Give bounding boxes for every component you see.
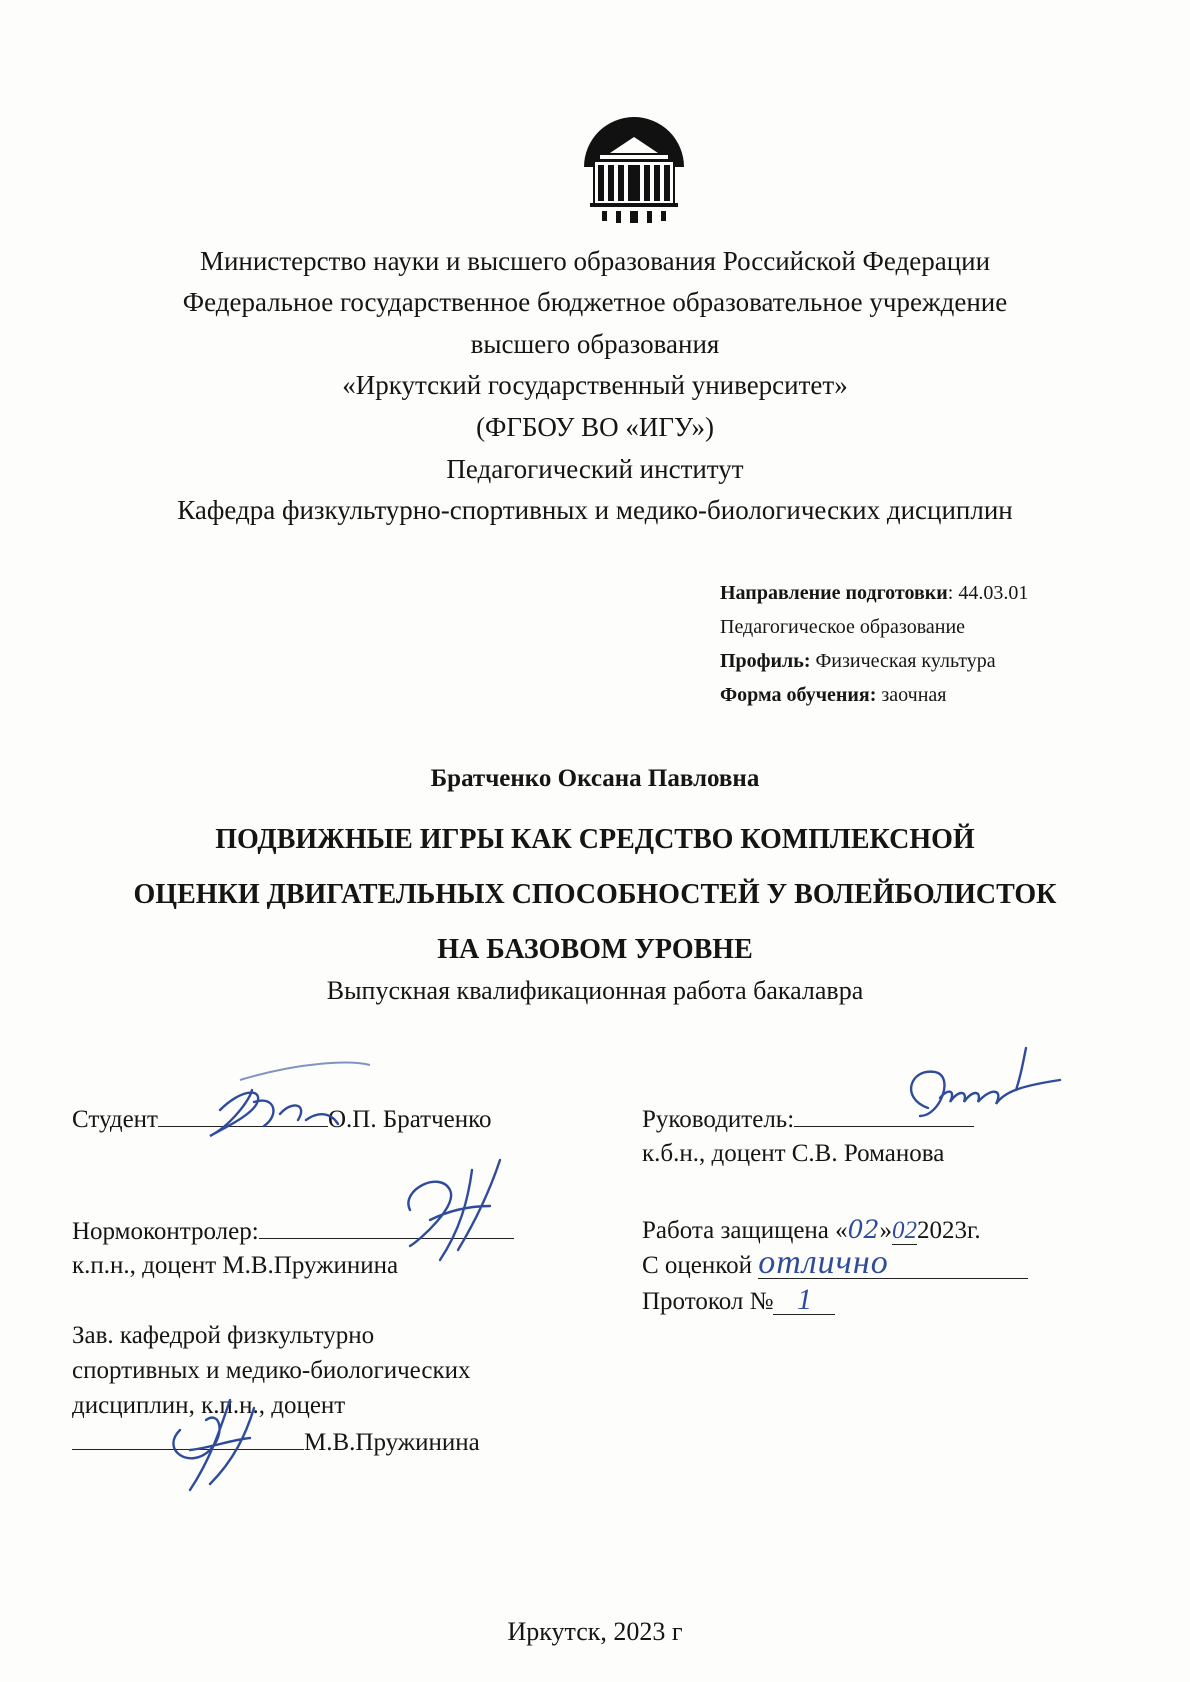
thesis-title-line-3: НА БАЗОВОМ УРОВНЕ <box>437 934 753 965</box>
student-signature-line <box>72 1100 492 1138</box>
defense-year: 2023г. <box>916 1217 981 1244</box>
grade-label: С оценкой <box>642 1252 753 1279</box>
normcontrol-handwritten-signature-icon <box>380 1150 540 1270</box>
department-line: Кафедра физкультурно-спортивных и медико-биологических дисциплин <box>177 495 1013 525</box>
study-form-label: Форма обучения: <box>720 684 877 706</box>
supervisor-label: Руководитель: <box>642 1106 795 1133</box>
grade-value: отлично <box>758 1248 1028 1279</box>
student-label: Студент <box>72 1106 158 1133</box>
head-line-1: Зав. кафедрой физкультурно <box>72 1322 375 1349</box>
study-form-line <box>720 678 947 712</box>
university-abbr-line: (ФГБОУ ВО «ИГУ») <box>476 412 714 442</box>
direction-label: Направление подготовки <box>720 582 948 604</box>
defense-date-prefix: Работа защищена « <box>642 1217 848 1244</box>
head-line-2: спортивных и медико-биологических <box>72 1357 471 1384</box>
direction-line <box>720 576 1028 610</box>
thesis-title-line-2: ОЦЕНКИ ДВИГАТЕЛЬНЫХ СПОСОБНОСТЕЙ У ВОЛЕЙБОЛИСТОК <box>133 879 1057 910</box>
student-name: О.П. Братченко <box>328 1106 492 1133</box>
defense-day: 02 <box>847 1215 880 1244</box>
university-name-line: «Иркутский государственный университет» <box>342 370 848 400</box>
supervisor-signature-blank <box>794 1100 974 1127</box>
head-signature-blank <box>72 1423 304 1450</box>
thesis-title-line-1: ПОДВИЖНЫЕ ИГРЫ КАК СРЕДСТВО КОМПЛЕКСНОЙ <box>215 824 975 855</box>
city-year: Иркутск, 2023 г <box>507 1617 683 1646</box>
protocol-line <box>642 1284 835 1320</box>
normcontrol-signature-line <box>72 1212 514 1250</box>
protocol-label: Протокол № <box>642 1288 774 1315</box>
protocol-number: 1 <box>773 1286 835 1315</box>
head-name: М.В.Пружинина <box>304 1429 480 1456</box>
student-signature-blank <box>158 1100 328 1127</box>
head-line-3: дисциплин, к.п.н., доцент <box>72 1392 346 1419</box>
normcontrol-name: к.п.н., доцент М.В.Пружинина <box>72 1252 399 1279</box>
university-logo-icon <box>580 113 688 225</box>
normcontrol-signature-blank <box>259 1212 514 1239</box>
author-name: Братченко Оксана Павловна <box>430 765 760 792</box>
direction-value: : 44.03.01 <box>947 582 1029 604</box>
institution-type-line: Федеральное государственное бюджетное образовательное учреждение <box>182 287 1008 317</box>
study-form-value: заочная <box>876 684 947 706</box>
head-signature-line <box>72 1423 480 1461</box>
defense-date-sep: » <box>879 1217 892 1244</box>
profile-value: Физическая культура <box>810 650 996 672</box>
profile-label: Профиль: <box>720 650 811 672</box>
supervisor-signature-line <box>642 1100 974 1138</box>
ministry-line: Министерство науки и высшего образования Российской Федерации <box>199 246 991 276</box>
supervisor-name: к.б.н., доцент С.В. Романова <box>642 1140 945 1167</box>
direction-name: Педагогическое образование <box>720 616 966 638</box>
defense-month: 02 <box>891 1217 917 1244</box>
normcontrol-label: Нормоконтролер: <box>72 1218 259 1245</box>
grade-line <box>642 1244 1028 1284</box>
profile-line <box>720 644 996 678</box>
education-level-line: высшего образования <box>470 329 720 359</box>
thesis-type: Выпускная квалификационная работа бакалавра <box>326 976 864 1005</box>
institute-line: Педагогический институт <box>446 454 744 484</box>
